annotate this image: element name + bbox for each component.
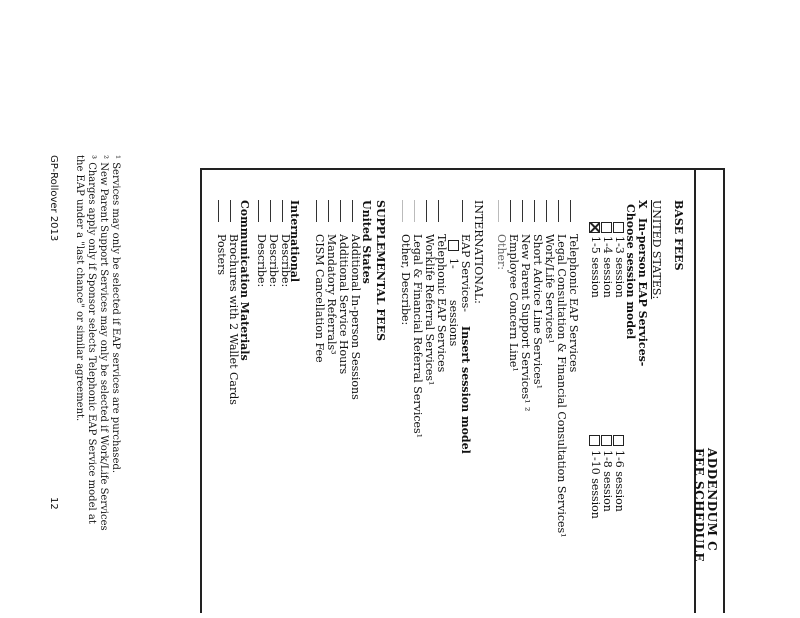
blank-line xyxy=(510,200,511,222)
service-short-advice: Short Advice Line Services¹ xyxy=(531,234,544,389)
service-other: Other: xyxy=(495,234,508,270)
checkbox-1-8-session[interactable] xyxy=(601,435,612,446)
checkbox-1-3-session[interactable] xyxy=(613,222,624,233)
blank-line xyxy=(426,200,427,222)
session-1-4-label: 1-4 session xyxy=(601,236,614,298)
intl-sessions-suffix: sessions xyxy=(447,300,460,347)
supp-cism-cancellation: CISM Cancellation Fee xyxy=(313,234,326,363)
supplemental-us-heading: United States xyxy=(360,200,373,284)
intl-legal-financial-referral: Legal & Financial Referral Services¹ xyxy=(411,234,424,439)
blank-line xyxy=(258,200,259,222)
session-1-6-label: 1-6 session xyxy=(613,450,626,512)
frame-top-edge xyxy=(200,168,725,170)
x-mark: X xyxy=(636,200,649,209)
blank-line xyxy=(352,200,353,222)
blank-line xyxy=(218,200,219,222)
supp-mandatory-referrals: Mandatory Referrals³ xyxy=(325,234,338,355)
in-person-eap-label: In-person EAP Services- xyxy=(636,218,649,367)
session-1-3-label: 1-3 session xyxy=(613,236,626,298)
supp-intl-describe-1: Describe: xyxy=(279,234,292,288)
intl-session-prefix: 1- xyxy=(447,258,460,269)
footnote-1: ¹ Services may only be selected if EAP services are purchased. xyxy=(110,155,121,474)
service-employee-concern: Employee Concern Line¹ xyxy=(507,234,520,372)
blank-line xyxy=(402,200,403,222)
checkbox-1-4-session[interactable] xyxy=(601,222,612,233)
session-1-8-label: 1-8 session xyxy=(601,450,614,512)
checkbox-1-6-session[interactable] xyxy=(613,435,624,446)
service-legal-financial: Legal Consultation & Financial Consultation Services¹ xyxy=(555,234,568,538)
page-number: 12 xyxy=(48,497,59,510)
blank-line xyxy=(282,200,283,222)
blank-line xyxy=(414,200,415,222)
blank-line xyxy=(438,200,439,222)
international-heading: INTERNATIONAL: xyxy=(472,200,485,304)
blank-line xyxy=(230,200,231,222)
blank-line xyxy=(462,200,463,222)
addendum-title: ADDENDUM C xyxy=(705,448,719,552)
session-1-10-label: 1-10 session xyxy=(589,450,602,519)
service-work-life: Work/Life Services¹ xyxy=(543,234,556,344)
supp-additional-sessions: Additional In-person Sessions xyxy=(349,234,362,400)
supp-intl-describe-3: Describe: xyxy=(255,234,268,288)
service-telephonic-eap: Telephonic EAP Services xyxy=(567,234,580,373)
intl-other-describe: Other, Describe: xyxy=(399,234,412,326)
intl-worklife-referral: Worklife Referral Services¹ xyxy=(423,234,436,386)
footnote-4: the EAP under a "last chance" or similar agreement. xyxy=(74,155,85,422)
supp-additional-hours: Additional Service Hours xyxy=(337,234,350,375)
supplemental-intl-heading: International xyxy=(288,200,301,283)
blank-line xyxy=(498,200,499,222)
blank-line xyxy=(522,200,523,222)
footnote-3: ³ Charges apply only if Sponsor selects Telephonic EAP Service model at xyxy=(86,155,97,524)
session-1-5-label: 1-5 session xyxy=(589,236,602,298)
supplemental-fees-heading: SUPPLEMENTAL FEES xyxy=(374,200,387,342)
choose-session-model-label: Choose session model xyxy=(624,204,637,340)
blank-line xyxy=(340,200,341,222)
blank-line xyxy=(558,200,559,222)
united-states-label: UNITED STATES: xyxy=(650,200,663,300)
fee-schedule-title: FEE SCHEDULE xyxy=(692,448,706,563)
blank-line xyxy=(270,200,271,222)
frame-left-edge xyxy=(200,168,202,613)
service-new-parent: New Parent Support Services¹ ² xyxy=(519,234,532,412)
base-fees-heading: BASE FEES xyxy=(672,200,685,271)
intl-eap-services: EAP Services- xyxy=(459,234,472,312)
footer-doc-id: GP-Rollover 2013 xyxy=(48,155,59,242)
frame-right-edge xyxy=(723,168,725,613)
intl-insert-session-model: Insert session model xyxy=(459,326,472,454)
blank-line xyxy=(534,200,535,222)
comm-posters: Posters xyxy=(215,234,228,276)
communication-materials-heading: Communication Materials xyxy=(238,200,251,361)
intl-telephonic-eap: Telephonic EAP Services xyxy=(435,234,448,373)
intl-session-count-box[interactable] xyxy=(448,240,459,251)
checkbox-1-5-session[interactable] xyxy=(589,222,600,233)
checkbox-1-10-session[interactable] xyxy=(589,435,600,446)
blank-line xyxy=(570,200,571,222)
supp-intl-describe-2: Describe: xyxy=(267,234,280,288)
blank-line xyxy=(316,200,317,222)
footnote-2: ² New Parent Support Services may only be selected if Work/Life Services xyxy=(98,155,109,531)
comm-brochures: Brochures with 2 Wallet Cards xyxy=(227,234,240,405)
blank-line xyxy=(328,200,329,222)
blank-line xyxy=(546,200,547,222)
